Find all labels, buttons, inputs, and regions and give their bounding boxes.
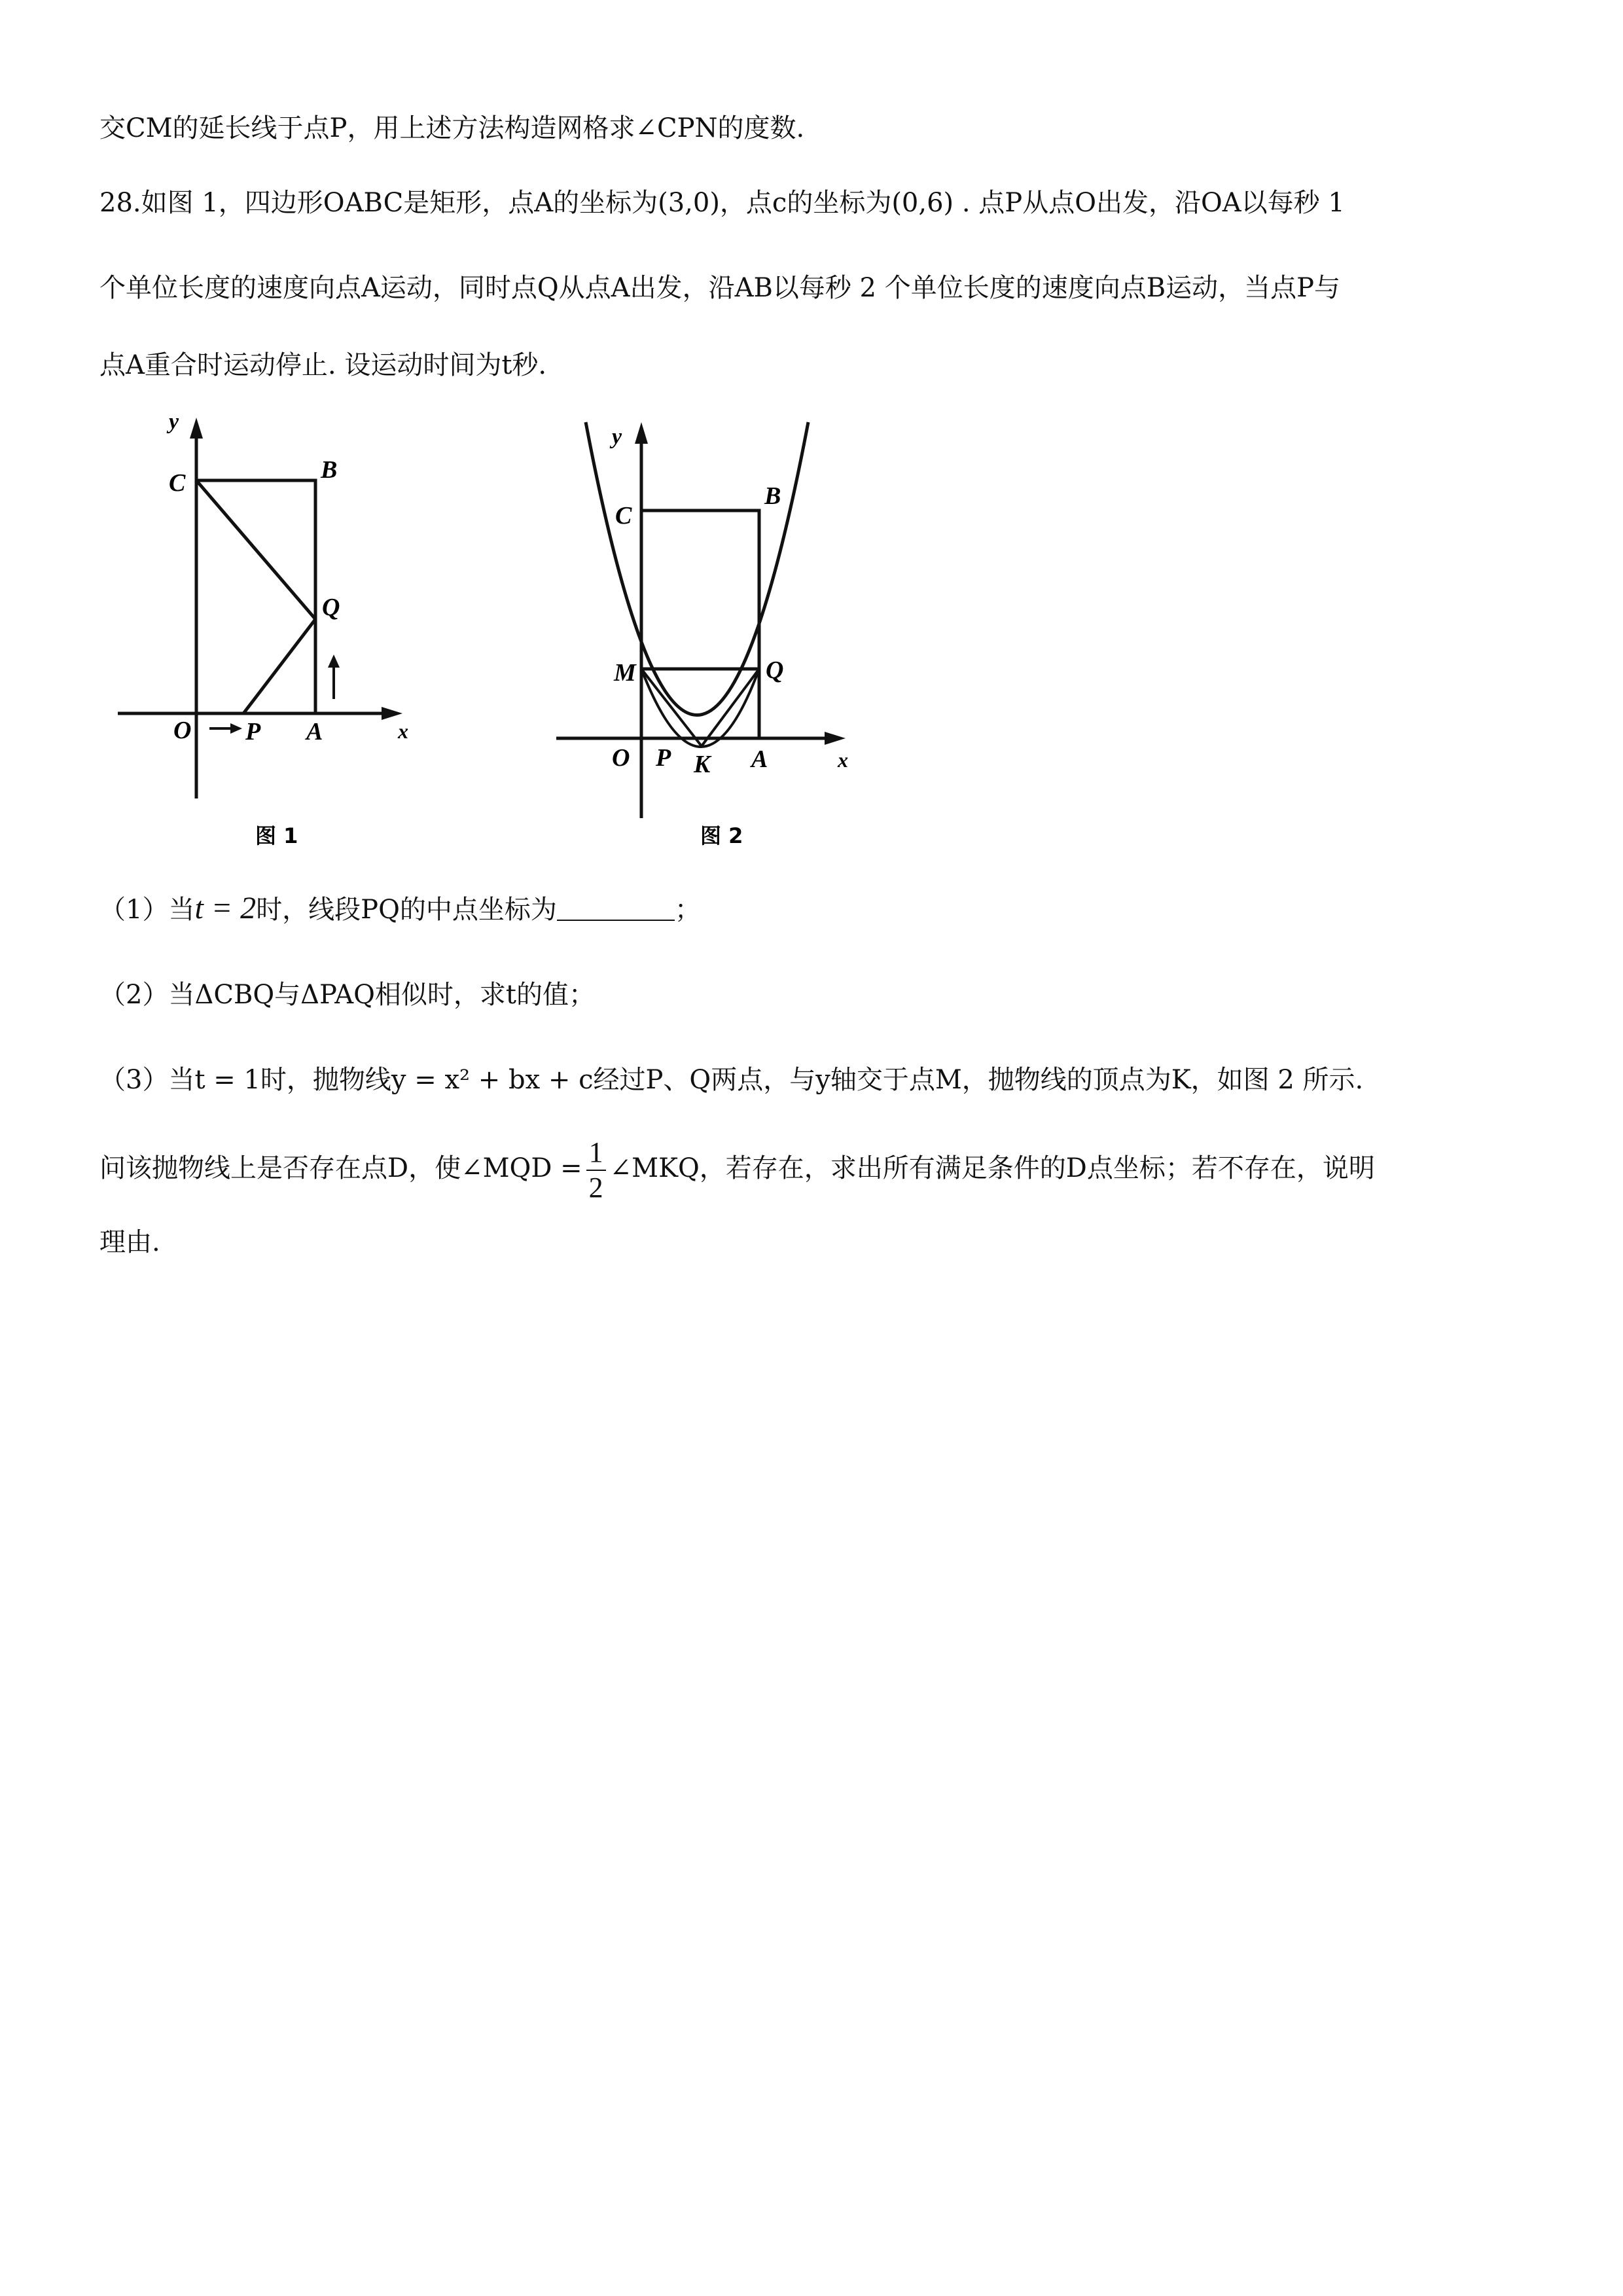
fig2-label-b: B [764, 482, 781, 510]
fig2-label-c: C [615, 502, 632, 529]
fig1-label-q: Q [322, 594, 340, 621]
q3-line2-suffix: ∠MKQ，若存在，求出所有满足条件的D点坐标；若不存在，说明 [609, 1153, 1375, 1183]
question-2: （2）当ΔCBQ与ΔPAQ相似时，求t的值； [99, 980, 596, 1010]
fig1-label-o: O [173, 717, 192, 744]
fig1-label-x: x [398, 719, 408, 743]
figure-2 [543, 406, 883, 851]
fig2-label-q: Q [766, 656, 784, 684]
fig2-label-k: K [694, 751, 711, 778]
fig2-caption: 图 2 [700, 823, 743, 848]
fig2-label-m: M [614, 659, 636, 687]
fig1-label-b: B [321, 456, 338, 484]
q1-condition: t = 2 [194, 891, 257, 925]
problem-number: 28. [99, 188, 141, 218]
fig1-label-p: P [245, 718, 261, 745]
fig2-label-p: P [656, 744, 671, 772]
fraction-denominator: 2 [588, 1172, 603, 1204]
problem-statement-1: 如图 1，四边形OABC是矩形，点A的坐标为(3,0)，点c的坐标为(0,6) . 点P从点O出发，沿OA以每秒 1 [141, 188, 1345, 218]
fig2-label-o: O [612, 744, 630, 772]
fig1-caption: 图 1 [255, 823, 298, 848]
q3-line2-prefix: 问该抛物线上是否存在点D，使∠MQD = [99, 1153, 582, 1183]
fig1-label-c: C [169, 469, 186, 497]
q1-end: ； [674, 895, 701, 925]
q1-text: 时，线段PQ的中点坐标为 [256, 895, 557, 925]
fig1-label-a: A [306, 718, 323, 745]
question-3-line-2 [99, 1132, 1375, 1205]
fraction-one-half [586, 1136, 606, 1205]
text-line-0: 交CM的延长线于点P，用上述方法构造网格求∠CPN的度数. [99, 113, 805, 143]
fig1-label-y: y [169, 410, 179, 434]
q1-prefix: （1）当 [99, 895, 195, 925]
figure-1 [111, 406, 438, 851]
fig2-label-x: x [838, 748, 848, 772]
problem-28-line-2: 个单位长度的速度向点A运动，同时点Q从点A出发，沿AB以每秒 2 个单位长度的速度向点B运动，当点P与 [99, 273, 1341, 303]
answer-blank [557, 896, 675, 921]
problem-28-line-1 [99, 183, 1345, 223]
fraction-numerator: 1 [586, 1136, 606, 1171]
question-3-line-1: （3）当t = 1时，抛物线y = x² + bx + c经过P、Q两点，与y轴交于点M，抛物线的顶点为K，如图 2 所示. [99, 1065, 1364, 1095]
problem-28-line-3: 点A重合时运动停止. 设运动时间为t秒. [99, 350, 547, 380]
fig2-label-a: A [751, 745, 768, 773]
fig2-label-y: y [612, 425, 622, 449]
question-1 [99, 889, 701, 929]
question-3-line-3: 理由. [99, 1227, 160, 1257]
